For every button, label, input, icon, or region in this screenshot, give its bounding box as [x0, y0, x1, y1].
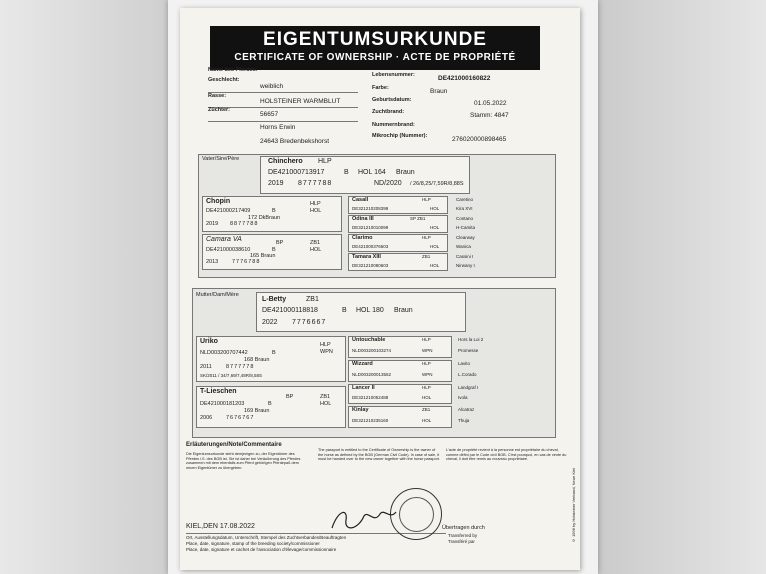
dsd-name: Wizzard: [352, 361, 373, 367]
footer-caption-3: Place, date, signature et cachet de l'association d'élevage/commissionnaire: [186, 547, 337, 552]
notes-english: The passport is entitled to the Certificate of Ownership is the owner of the horse as defined by the BGB (German Civil Code). In case of sale, it must be handed over to the new owner together with the horse passport.: [318, 448, 440, 462]
transferred-by-fr: Transféré par: [448, 539, 475, 544]
dss-grade: HLP: [422, 337, 431, 342]
ds-stats: SK/2011 / 34/7,69/7,48R/8,58S: [200, 373, 262, 378]
ssd-name: Odina III: [352, 216, 374, 222]
certificate-document: [180, 8, 580, 570]
brand-label: Zuchtbrand:: [372, 109, 405, 115]
certificate-title: EIGENTUMSURKUNDE: [263, 29, 487, 50]
divider: [208, 121, 358, 122]
signature-scribble: [328, 506, 398, 532]
sire-color: Braun: [396, 169, 415, 176]
sire-code: 8777788: [298, 180, 333, 187]
background-left: [0, 0, 170, 574]
sds-grade: HLP: [422, 235, 431, 240]
sd-code: 7776788: [232, 259, 261, 265]
copyright-vertical: © 1996 by Holsteiner Verband, Neue Kiel: [571, 468, 576, 544]
dam-hol: HOL 180: [356, 307, 384, 314]
sire-hol: HOL 164: [358, 169, 386, 176]
dd-grade: BP: [286, 394, 294, 400]
g4-name: L.Corado: [458, 372, 477, 377]
dd-zb: ZB1: [320, 394, 331, 400]
sire-year: 2019: [268, 180, 284, 187]
dss-id: NLD003200103274: [352, 348, 392, 353]
brand-value: Stamm: 4847: [470, 112, 509, 119]
ddd-id: DE321210235160: [352, 418, 389, 423]
dsd-id: NLD003200013552: [352, 372, 392, 377]
g4-name: Clearway: [456, 235, 475, 240]
ddd-name: Kinlay: [352, 407, 369, 413]
s-grade: HLP: [310, 201, 321, 207]
dam-color: Braun: [394, 307, 413, 314]
footer-caption-2: Place, date, signature, stamp of the breeding society/commissioner: [186, 541, 320, 546]
ss-id: DE321210208399: [352, 206, 389, 211]
dss-name: Untouchable: [352, 337, 386, 343]
background-right: [581, 0, 766, 574]
notes-title: Erläuterungen/Note/Commentaire: [186, 442, 282, 448]
transferred-by-de: Übertragen durch: [442, 525, 485, 531]
dam-code: 7776667: [292, 319, 327, 326]
g4-name: Wanica: [456, 244, 471, 249]
colour-label: Farbe:: [372, 85, 389, 91]
divider: [208, 92, 358, 93]
g4-name: Cassini I: [456, 254, 474, 259]
divider: [208, 107, 358, 108]
sire-name: Chinchero: [268, 158, 303, 165]
dd-b: B: [268, 401, 272, 407]
sdd-id: DE321210080603: [352, 263, 389, 268]
ssd-id: DE321210010099: [352, 225, 389, 230]
dds-grade: HLP: [422, 385, 431, 390]
sd-id: DE421000038610: [206, 247, 251, 253]
dds-hol: HOL: [422, 395, 432, 400]
ss-name: Casall: [352, 197, 369, 203]
dd-name: T-Lieschen: [200, 388, 237, 395]
ssd-hol: HOL: [430, 225, 440, 230]
dob-value: 01.05.2022: [474, 100, 507, 107]
brandnum-label: Nummernbrand:: [372, 122, 415, 128]
dam-year: 2022: [262, 319, 278, 326]
ds-grade: HLP: [320, 342, 331, 348]
dob-label: Geburtsdatum:: [372, 97, 412, 103]
s-year: 2019: [206, 221, 219, 227]
g4-name: Ivola: [458, 395, 468, 400]
ss-grade: HLP: [422, 197, 431, 202]
breeder-number: 56657: [260, 111, 279, 118]
sdd-name: Tamara XIII: [352, 254, 381, 260]
sds-name: Clarimo: [352, 235, 373, 241]
s-b: B: [272, 208, 276, 214]
s-hol: HOL: [310, 208, 322, 214]
s-code: 8877788: [230, 221, 259, 227]
dd-hol: HOL: [320, 401, 332, 407]
sdd-grade: ZB1: [422, 254, 431, 259]
s-name: Chopin: [206, 198, 231, 205]
notes-german: Die Eigentumsurkunde steht demjenigen zu, der Eigentümer des Pferdes i.S. des BGB ist. Sie ist daher bei Veräußerung des Pferdes zusammen mit dem ebenfalls zum Pferd gehörigen Pferdepaß dem neuen Eigentümer zu übergeben.: [186, 452, 301, 470]
name-label: Name des Pferdes:: [208, 67, 258, 73]
sire-id: DE421000713917: [268, 169, 325, 176]
g4-name: Landgraf I: [458, 385, 479, 390]
chip-value: 276020000898465: [452, 136, 507, 143]
g4-name: Kira XVI: [456, 206, 473, 211]
issue-place-date: KIEL,DEN 17.08.2022: [186, 523, 255, 530]
g4-name: Lavito: [458, 361, 471, 366]
ds-h: 168 Braun: [244, 357, 270, 363]
sire-b: B: [344, 169, 349, 176]
ds-code: 8777778: [226, 364, 255, 370]
sd-b: B: [272, 247, 276, 253]
breeder-label: Züchter:: [208, 107, 230, 113]
dds-name: Lancer II: [352, 385, 375, 391]
g4-name: Thuja: [458, 418, 470, 423]
g4-name: H-Camita: [456, 225, 476, 230]
s-id: DE421000217409: [206, 208, 251, 214]
dam-section-label: Mutter/Dam/Mère: [196, 292, 239, 298]
footer-caption-1: Ort, Ausstellungsdatum, Unterschrift, Stempel des Zuchtverbandes/Beauftragten: [186, 535, 347, 540]
certificate-subtitle: CERTIFICATE OF OWNERSHIP · ACTE DE PROPRIÉTÉ: [234, 52, 516, 63]
ddd-hol: HOL: [422, 418, 432, 423]
sire-nd: ND/2020: [374, 180, 402, 187]
dd-code: 7676767: [226, 415, 255, 421]
sd-year: 2013: [206, 259, 219, 265]
colour-value: Braun: [430, 88, 448, 95]
certificate-header: [210, 26, 540, 70]
ds-year: 2011: [200, 364, 212, 370]
sds-hol: HOL: [430, 244, 440, 249]
g4-name: Nirwany I: [456, 263, 475, 268]
g4-name: Caretino: [456, 197, 474, 202]
sd-name: Camara VA: [206, 236, 242, 243]
dsd-wpn: WPN: [422, 372, 433, 377]
breed-value: HOLSTEINER WARMBLUT: [260, 98, 341, 105]
breeder-address: 24643 Bredenbekshorst: [260, 138, 330, 145]
ueln-label: Lebensnummer:: [372, 72, 415, 78]
ssd-grade: SP ZB1: [410, 216, 426, 221]
dam-id: DE421000118818: [262, 307, 318, 314]
breeder-name: Horns Erwin: [260, 124, 296, 131]
dam-b: B: [342, 307, 347, 314]
ds-wpn: WPN: [320, 349, 333, 355]
breed-label: Rasse:: [208, 93, 227, 99]
chip-label: Mikrochip (Nummer):: [372, 133, 428, 139]
s-h: 172 DkBraun: [248, 215, 281, 221]
ddd-grade: ZB1: [422, 407, 431, 412]
notes-french: L'acte de propriété revient à la personne est propriétaire du cheval, comme défini par le Code civil BGB. C'est pourquoi, en cas de vente du cheval, il doit être remis au nouveau propriétaire.: [446, 448, 567, 462]
sd-hol: HOL: [310, 247, 322, 253]
sire-stats: / 26/8,25/7,59R/8,88S: [410, 181, 464, 187]
sire-section-label: Vater/Sire/Père: [202, 156, 240, 162]
ds-name: Uriko: [200, 338, 218, 345]
sex-label: Geschlecht:: [208, 77, 240, 83]
ds-b: B: [272, 350, 276, 356]
ueln-value: DE421000160822: [438, 75, 491, 82]
g4-name: Promesse: [458, 348, 479, 353]
ss-hol: HOL: [430, 206, 440, 211]
transferred-by-en: Transferred by: [448, 533, 478, 538]
dd-h: 169 Braun: [244, 408, 270, 414]
dd-year: 2006: [200, 415, 213, 421]
g4-name: Alcatraz: [458, 407, 475, 412]
dam-zb: ZB1: [306, 296, 319, 303]
sire-grade: HLP: [318, 158, 332, 165]
g4-name: Hors la Loi 2: [458, 337, 484, 342]
sds-id: DE421000376603: [352, 244, 389, 249]
g4-name: Contano: [456, 216, 474, 221]
dsd-grade: HLP: [422, 361, 431, 366]
dam-name: L-Betty: [262, 296, 287, 303]
dds-id: DE321210052488: [352, 395, 389, 400]
sd-zb: ZB1: [310, 240, 321, 246]
sd-h: 165 Braun: [250, 253, 276, 259]
dss-wpn: WPN: [422, 348, 433, 353]
dd-id: DE421000181203: [200, 401, 245, 407]
sd-grade: BP: [276, 240, 284, 246]
sex-value: weiblich: [260, 83, 284, 90]
sdd-hol: HOL: [430, 263, 440, 268]
ds-id: NLD003200707442: [200, 350, 248, 356]
